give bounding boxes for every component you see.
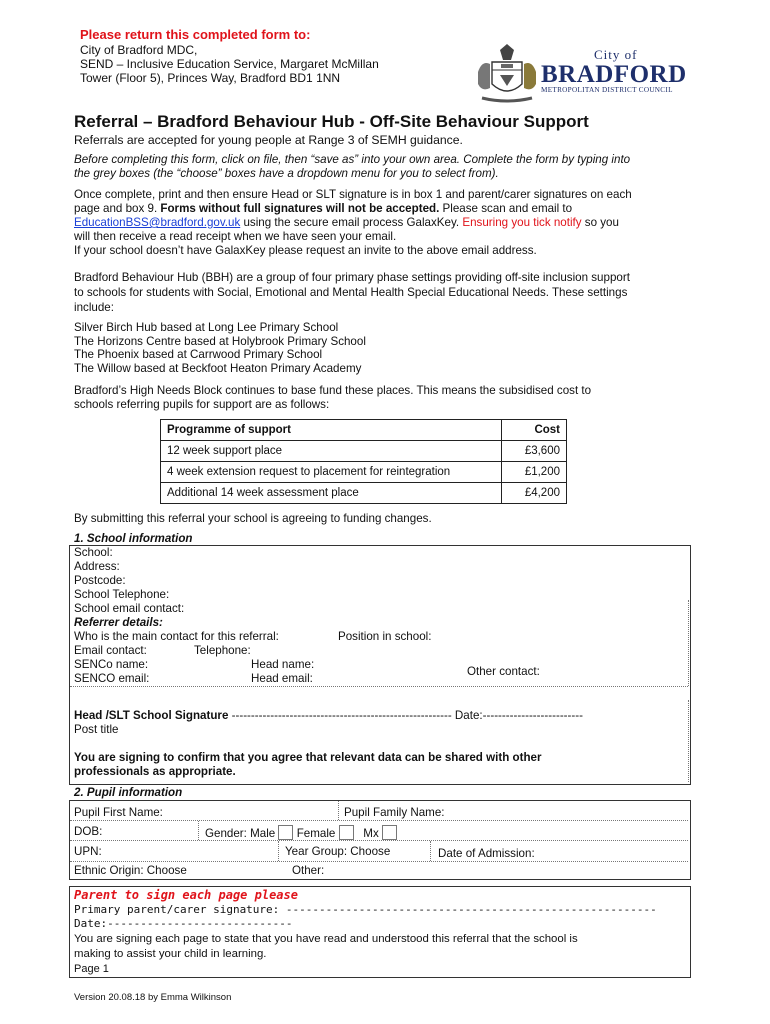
email-link[interactable]: EducationBSS@bradford.gov.uk — [74, 216, 241, 229]
intro-print-1: Once complete, print and then ensure Head or SLT signature is in box 1 and parent/carer signatures on each — [74, 188, 632, 201]
intro-print-4: will then receive a read receipt when we have seen your email. — [74, 230, 397, 243]
page-number: Page 1 — [74, 963, 109, 975]
hub-item: The Willow based at Beckfoot Heaton Primary Academy — [74, 362, 362, 375]
dotted-divider — [278, 841, 279, 861]
page-title: Referral – Bradford Behaviour Hub - Off-Site Behaviour Support — [74, 112, 589, 131]
table-header: Programme of support — [161, 420, 502, 441]
dotted-divider — [688, 700, 689, 782]
year-group-select[interactable]: Year Group: Choose — [285, 845, 391, 858]
head-email-field[interactable]: Head email: — [251, 672, 313, 685]
address-field[interactable]: Address: — [74, 560, 120, 573]
logo-city-of: City of — [594, 47, 638, 62]
senco-name-field[interactable]: SENCo name: — [74, 658, 149, 671]
table-cell: £1,200 — [502, 462, 567, 483]
head-name-field[interactable]: Head name: — [251, 658, 315, 671]
section-1-heading: 1. School information — [74, 532, 193, 545]
logo-name: BRADFORD — [541, 61, 687, 88]
bbh-description-2: to schools for students with Social, Emotional and Mental Health Special Educational Needs. These settings — [74, 286, 628, 299]
pupil-family-name-field[interactable]: Pupil Family Name: — [344, 806, 445, 819]
gender-male-checkbox[interactable] — [278, 825, 293, 840]
school-info-box — [69, 545, 691, 785]
senco-email-field[interactable]: SENCO email: — [74, 672, 150, 685]
school-email-field[interactable]: School email contact: — [74, 602, 185, 615]
funding-text-2: schools referring pupils for support are as follows: — [74, 398, 330, 411]
postcode-field[interactable]: Postcode: — [74, 574, 126, 587]
table-row — [161, 462, 567, 483]
table-row — [161, 441, 567, 462]
gender-female-checkbox[interactable] — [339, 825, 354, 840]
data-sharing-confirm-1: You are signing to confirm that you agree that relevant data can be shared with other — [74, 751, 542, 764]
admission-date-field[interactable]: Date of Admission: — [438, 847, 535, 860]
intro-print-5: If your school doesn’t have GalaxKey please request an invite to the above email address. — [74, 244, 537, 257]
table-cell: £4,200 — [502, 483, 567, 504]
parent-date-line[interactable]: Date:---------------------------- — [74, 917, 293, 930]
dotted-divider — [338, 801, 339, 820]
dotted-divider — [688, 600, 689, 686]
school-telephone-field[interactable]: School Telephone: — [74, 588, 170, 601]
school-field[interactable]: School: — [74, 546, 113, 559]
email-contact-field[interactable]: Email contact: — [74, 644, 147, 657]
ethnic-origin-select[interactable]: Ethnic Origin: Choose — [74, 864, 187, 877]
head-signature-label: Head /SLT School Signature — [74, 709, 229, 722]
pupil-first-name-field[interactable]: Pupil First Name: — [74, 806, 163, 819]
parent-signature-line[interactable]: Primary parent/carer signature: -------------------------------------------------------- — [74, 903, 657, 916]
table-header: Cost — [502, 420, 567, 441]
gender-female-label: Female — [296, 827, 336, 840]
bbh-description-3: include: — [74, 301, 114, 314]
referrer-heading: Referrer details: — [74, 616, 163, 629]
parent-sign-heading: Parent to sign each page please — [74, 888, 298, 902]
position-field[interactable]: Position in school: — [338, 630, 432, 643]
return-address-line-2: SEND – Inclusive Education Service, Margaret McMillan — [80, 57, 379, 71]
intro-range: Referrals are accepted for young people at Range 3 of SEMH guidance. — [74, 133, 463, 147]
table-row — [161, 483, 567, 504]
upn-field[interactable]: UPN: — [74, 845, 102, 858]
other-contact-field[interactable]: Other contact: — [467, 665, 540, 678]
dotted-divider — [70, 861, 688, 862]
bbh-description-1: Bradford Behaviour Hub (BBH) are a group of four primary phase settings providing off-site inclusion support — [74, 271, 630, 284]
version-footer: Version 20.08.18 by Emma Wilkinson — [74, 992, 232, 1003]
intro-instructions-2: the grey boxes (the “choose” boxes have a dropdown menu for you to select from). — [74, 167, 499, 180]
dotted-divider — [198, 821, 199, 840]
table-cell: Additional 14 week assessment place — [161, 483, 502, 504]
hub-item: Silver Birch Hub based at Long Lee Primary School — [74, 321, 339, 334]
parent-statement-2: making to assist your child in learning. — [74, 948, 267, 960]
dotted-divider — [70, 820, 688, 821]
dotted-divider — [70, 686, 688, 687]
table-cell: 4 week extension request to placement for reintegration — [161, 462, 502, 483]
ethnic-other-field[interactable]: Other: — [292, 864, 325, 877]
head-signature-line[interactable]: Head /SLT School Signature --------------------------------------------------------- Date:-------------------------- — [74, 709, 583, 722]
return-address-line-1: City of Bradford MDC, — [80, 43, 198, 57]
intro-print-3: EducationBSS@bradford.gov.uk using the secure email process GalaxKey. Ensuring you tick notify so you — [74, 216, 619, 229]
cost-table — [160, 419, 567, 504]
main-contact-field[interactable]: Who is the main contact for this referral: — [74, 630, 279, 643]
dob-field[interactable]: DOB: — [74, 825, 103, 838]
gender-male-label: Gender: Male — [205, 827, 276, 840]
return-title: Please return this completed form to: — [80, 27, 311, 42]
intro-print-2: page and box 9. Forms without full signatures will not be accepted. Please scan and email to — [74, 202, 573, 215]
parent-statement-1: You are signing each page to state that you have read and understood this referral that the school is — [74, 933, 578, 945]
gender-mx-checkbox[interactable] — [382, 825, 397, 840]
intro-instructions-1: Before completing this form, click on file, then “save as” into your own area. Complete the form by typing into — [74, 153, 631, 166]
hub-item: The Phoenix based at Carrwood Primary School — [74, 348, 323, 361]
data-sharing-confirm-2: professionals as appropriate. — [74, 765, 236, 778]
hub-item: The Horizons Centre based at Holybrook Primary School — [74, 335, 366, 348]
funding-agreement: By submitting this referral your school is agreeing to funding changes. — [74, 512, 432, 525]
section-2-heading: 2. Pupil information — [74, 786, 183, 799]
dotted-divider — [430, 841, 431, 861]
post-title-field[interactable]: Post title — [74, 723, 119, 736]
gender-mx-label: Mx — [363, 827, 379, 840]
referrer-telephone-field[interactable]: Telephone: — [194, 644, 251, 657]
gender-group — [205, 825, 397, 841]
bradford-crest-icon — [474, 42, 540, 104]
funding-text-1: Bradford’s High Needs Block continues to base fund these places. This means the subsidised cost to — [74, 384, 592, 397]
return-address-line-3: Tower (Floor 5), Princes Way, Bradford BD1 1NN — [80, 71, 341, 85]
logo-subtitle: METROPOLITAN DISTRICT COUNCIL — [541, 86, 673, 94]
signature-warning: Forms without full signatures will not be accepted. — [160, 202, 440, 215]
table-header-row — [161, 420, 567, 441]
notify-warning: Ensuring you tick notify — [462, 216, 582, 229]
table-cell: 12 week support place — [161, 441, 502, 462]
table-cell: £3,600 — [502, 441, 567, 462]
